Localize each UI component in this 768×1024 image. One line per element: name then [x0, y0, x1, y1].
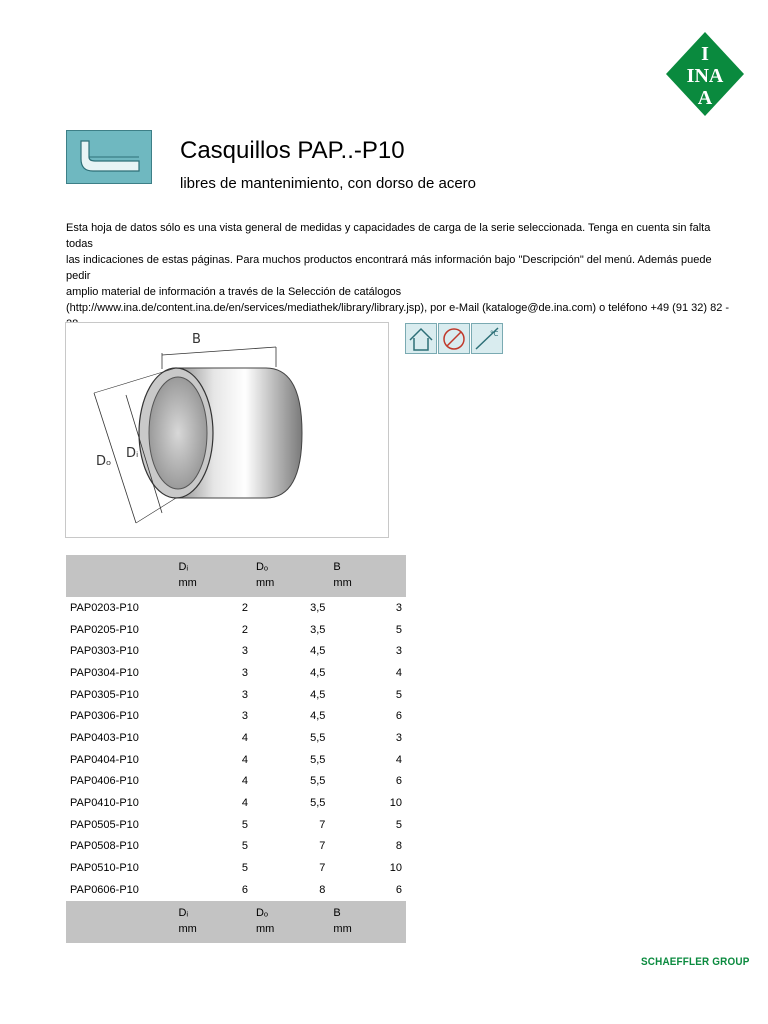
cell-do: 4,5	[310, 688, 326, 701]
cell-do: 7	[319, 818, 326, 831]
intro-line: (http://www.ina.de/content.ina.de/en/services/mediathek/library/library.jsp), por e-Mail (kataloge@de.ina.com) o teléfono +49 (91 32) 82 -	[66, 302, 730, 314]
dim-label-b: B	[192, 332, 201, 347]
table-footer-header	[66, 901, 406, 943]
no-lubrication-icon	[438, 323, 470, 354]
cell-b: 3	[395, 601, 402, 614]
table-row	[66, 879, 406, 901]
header-cell-do: Dₒ mm	[252, 555, 329, 597]
table-row	[66, 662, 406, 684]
footer-cell-do: Dₒ mm	[252, 901, 329, 943]
cell-designation: PAP0203-P10	[70, 601, 139, 614]
dimension-table	[66, 555, 406, 943]
table-row	[66, 619, 406, 641]
table-row	[66, 771, 406, 793]
svg-text:°C: °C	[490, 330, 499, 338]
cell-designation: PAP0303-P10	[70, 645, 139, 658]
cell-designation: PAP0305-P10	[70, 688, 139, 701]
dim-label-do: Dₒ	[96, 454, 112, 469]
svg-text:INA: INA	[686, 65, 724, 87]
cell-di: 6	[241, 883, 248, 896]
bushing-drawing	[65, 322, 389, 538]
cell-b: 6	[395, 775, 402, 788]
page-title: Casquillos PAP..-P10	[180, 137, 405, 164]
table-row	[66, 705, 406, 727]
table-row	[66, 857, 406, 879]
cell-di: 2	[241, 623, 248, 636]
cell-designation: PAP0404-P10	[70, 753, 139, 766]
ina-logo	[664, 30, 746, 118]
cell-di: 3	[241, 666, 248, 679]
table-row	[66, 749, 406, 771]
cell-b: 3	[395, 645, 402, 658]
footer-cell-designation	[66, 901, 174, 943]
maintenance-free-icon	[405, 323, 437, 354]
cell-di: 4	[241, 775, 248, 788]
header-cell-b: B mm	[329, 555, 406, 597]
cell-do: 3,5	[310, 601, 326, 614]
cell-do: 5,5	[310, 753, 326, 766]
cell-b: 5	[395, 623, 402, 636]
cell-b: 10	[389, 797, 402, 810]
footer-cell-di: Dᵢ mm	[174, 901, 251, 943]
cell-do: 5,5	[310, 797, 326, 810]
cell-b: 6	[395, 883, 402, 896]
cell-b: 5	[395, 818, 402, 831]
table-row	[66, 597, 406, 619]
table-row	[66, 640, 406, 662]
cell-di: 4	[241, 731, 248, 744]
cell-di: 5	[241, 840, 248, 853]
cell-designation: PAP0606-P10	[70, 883, 139, 896]
cell-do: 4,5	[310, 666, 326, 679]
cell-designation: PAP0403-P10	[70, 731, 139, 744]
table-row	[66, 836, 406, 858]
table-row	[66, 814, 406, 836]
cell-designation: PAP0505-P10	[70, 818, 139, 831]
cell-do: 8	[319, 883, 326, 896]
svg-text:A: A	[697, 87, 713, 109]
table-row	[66, 727, 406, 749]
cell-designation: PAP0510-P10	[70, 862, 139, 875]
cell-di: 4	[241, 753, 248, 766]
cell-designation: PAP0406-P10	[70, 775, 139, 788]
header-cell-designation	[66, 555, 174, 597]
header-cell-di: Dᵢ mm	[174, 555, 251, 597]
cell-di: 4	[241, 797, 248, 810]
cell-do: 7	[319, 862, 326, 875]
footer-cell-b: B mm	[329, 901, 406, 943]
cell-designation: PAP0205-P10	[70, 623, 139, 636]
table-header	[66, 555, 406, 597]
cell-designation: PAP0508-P10	[70, 840, 139, 853]
cell-b: 8	[395, 840, 402, 853]
cell-b: 5	[395, 688, 402, 701]
cell-designation: PAP0410-P10	[70, 797, 139, 810]
cell-b: 10	[389, 862, 402, 875]
feature-symbols	[405, 323, 503, 354]
intro-line: las indicaciones de estas páginas. Para muchos productos encontrará más información bajo "Descripción" del menú. Además puede pedir	[66, 254, 712, 282]
cell-b: 3	[395, 731, 402, 744]
cell-do: 7	[319, 840, 326, 853]
cell-do: 5,5	[310, 775, 326, 788]
temperature-icon	[471, 323, 503, 354]
cell-designation: PAP0304-P10	[70, 666, 139, 679]
cell-di: 3	[241, 645, 248, 658]
cell-di: 3	[241, 688, 248, 701]
cell-b: 6	[395, 710, 402, 723]
svg-text:I: I	[701, 43, 709, 65]
intro-line: Esta hoja de datos sólo es una vista general de medidas y capacidades de carga de la serie seleccionada. Tenga en cuenta sin falta todas	[66, 222, 711, 250]
table-row	[66, 792, 406, 814]
page-subtitle: libres de mantenimiento, con dorso de acero	[180, 175, 477, 192]
schaeffler-group-logo: SCHAEFFLER GROUP	[641, 956, 750, 968]
table-row	[66, 684, 406, 706]
cell-b: 4	[395, 666, 402, 679]
cell-b: 4	[395, 753, 402, 766]
cell-do: 4,5	[310, 710, 326, 723]
cell-designation: PAP0306-P10	[70, 710, 139, 723]
cell-di: 5	[241, 818, 248, 831]
cell-do: 3,5	[310, 623, 326, 636]
intro-line: amplio material de información a través de la Selección de catálogos	[66, 286, 402, 298]
cell-di: 2	[241, 601, 248, 614]
product-thumbnail	[66, 130, 152, 184]
cell-di: 3	[241, 710, 248, 723]
cell-di: 5	[241, 862, 248, 875]
cell-do: 5,5	[310, 731, 326, 744]
cell-do: 4,5	[310, 645, 326, 658]
bushing-section-icon	[67, 131, 151, 183]
dim-label-di: Dᵢ	[126, 446, 139, 461]
